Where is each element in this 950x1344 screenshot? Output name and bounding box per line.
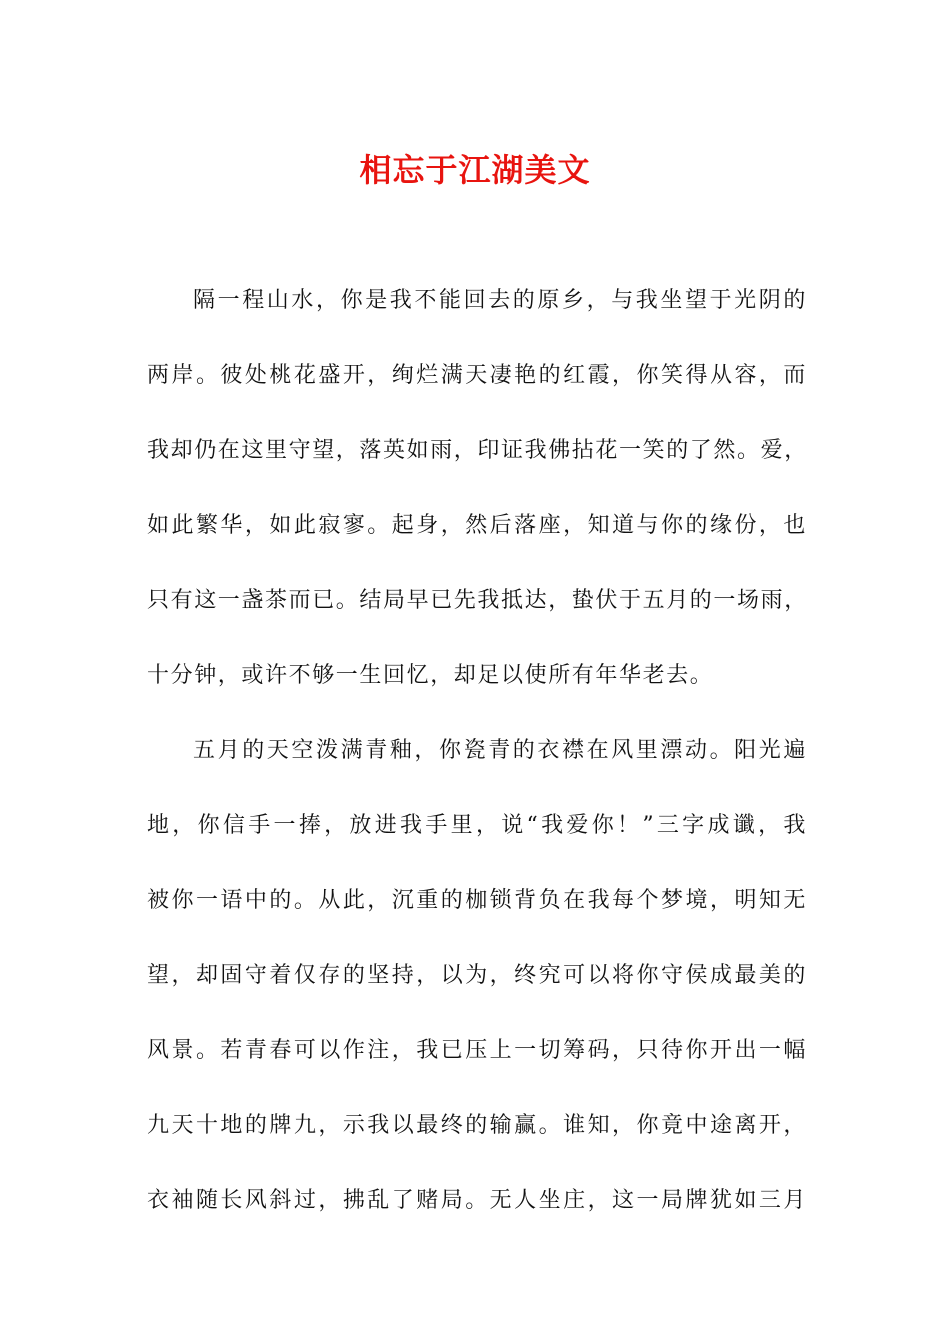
paragraph-2-line-7: 衣袖随长风斜过，拂乱了赌局。无人坐庄，这一局牌犹如三月 — [147, 1188, 807, 1213]
paragraph-2-line-3: 被你一语中的。从此，沉重的枷锁背负在我每个梦境，明知无 — [147, 888, 807, 913]
paragraph-2-line-5: 风景。若青春可以作注，我已压上一切筹码，只待你开出一幅 — [147, 1038, 807, 1063]
paragraph-1-line-2: 两岸。彼处桃花盛开，绚烂满天凄艳的红霞，你笑得从容，而 — [147, 363, 807, 388]
paragraph-2-line-2: 地，你信手一捧，放进我手里，说“我爱你！”三字成谶，我 — [147, 813, 807, 838]
paragraph-1-line-1: 隔一程山水，你是我不能回去的原乡，与我坐望于光阴的 — [193, 288, 807, 313]
paragraph-1-line-5: 只有这一盏茶而已。结局早已先我抵达，蛰伏于五月的一场雨， — [147, 588, 808, 613]
paragraph-2-line-4: 望，却固守着仅存的坚持，以为，终究可以将你守侯成最美的 — [147, 963, 807, 988]
paragraph-1-line-6: 十分钟，或许不够一生回忆，却足以使所有年华老去。 — [147, 663, 714, 688]
page-title: 相忘于江湖美文 — [359, 151, 591, 189]
paragraph-2-line-6: 九天十地的牌九，示我以最终的输赢。谁知，你竟中途离开， — [147, 1113, 807, 1138]
paragraph-1-line-4: 如此繁华，如此寂寥。起身，然后落座，知道与你的缘份，也 — [147, 513, 807, 538]
paragraph-2-line-1: 五月的天空泼满青釉，你瓷青的衣襟在风里漂动。阳光遍 — [193, 738, 807, 763]
paragraph-1-line-3: 我却仍在这里守望，落英如雨，印证我佛拈花一笑的了然。爱， — [147, 438, 808, 463]
article-body — [147, 282, 807, 1257]
